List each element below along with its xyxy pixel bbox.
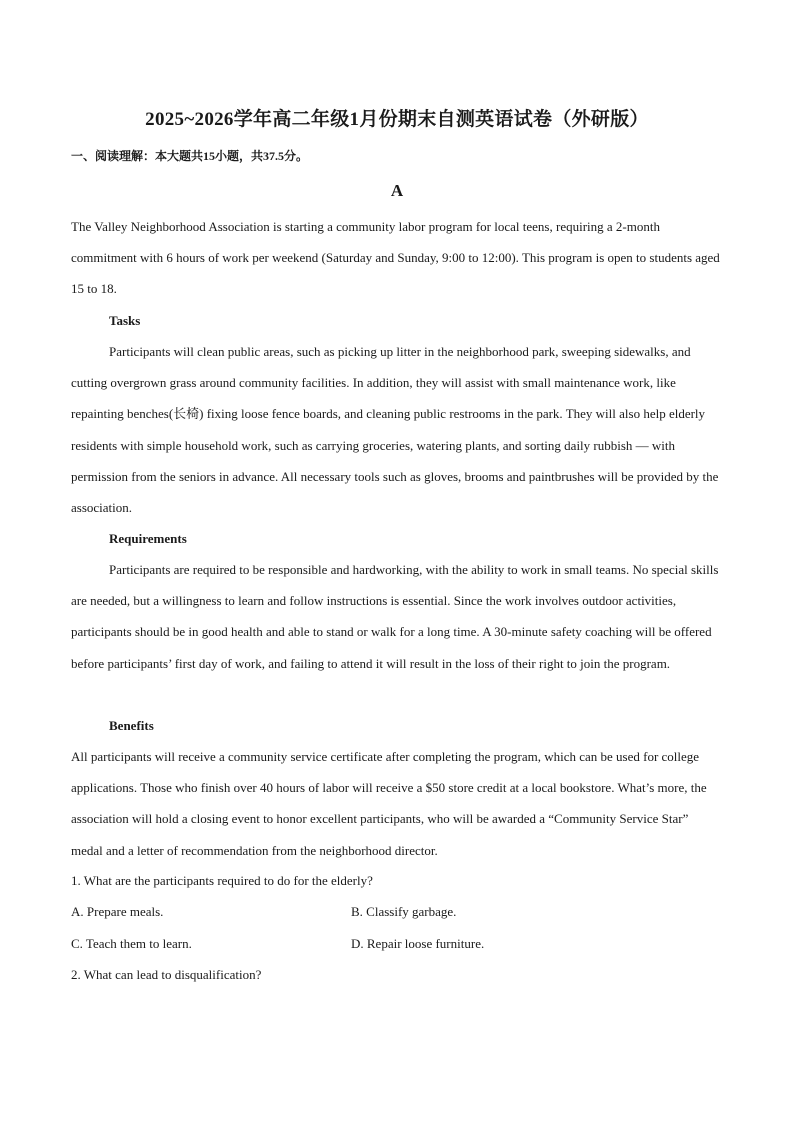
question-2-stem: 2. What can lead to disqualification? — [71, 967, 262, 982]
passage-label: A — [390, 181, 404, 200]
tasks-paragraph: Participants will clean public areas, such as picking up litter in the neighborhood park, sweeping sidewalks, and cutting overgrown grass around community facilities. In addition, they will assist with small maintenance work, like repainting benches(长椅) fixing loose fence boards, and cleaning public restrooms in the park. They will also help elderly residents with simple household work, such as carrying groceries, watering plants, and sorting daily rubbish — with permission from the seniors in advance. All necessary tools such as gloves, brooms and paintbrushes will be provided by the association. — [71, 344, 719, 516]
question-1-option-b: B. Classify garbage. — [351, 904, 457, 919]
passage-intro: The Valley Neighborhood Association is starting a community labor program for local teens, requiring a 2-month commitment with 6 hours of work per weekend (Saturday and Sunday, 9:00 to 12:00). This program is open to students aged 15 to 18. — [71, 219, 720, 297]
section-heading: 一、阅读理解：本大题共15小题，共37.5分。 — [71, 149, 309, 163]
requirements-paragraph: Participants are required to be responsible and hardworking, with the ability to work in small teams. No special skills are needed, but a willingness to learn and follow instructions is essential. Since the work involves outdoor activities, participants should be in good health and able to stand or walk for a long time. A 30-minute safety coaching will be offered before participants’ first day of work, and failing to attend it will result in the loss of their right to join the program. — [71, 562, 719, 671]
question-1-option-a: A. Prepare meals. — [71, 904, 164, 919]
question-1-option-d: D. Repair loose furniture. — [351, 936, 485, 951]
exam-title: 2025~2026学年高二年级1月份期末自测英语试卷（外研版） — [145, 109, 649, 130]
benefits-paragraph: All participants will receive a community service certificate after completing the program, which can be used for college applications. Those who finish over 40 hours of labor will receive a $50 store credit at a local bookstore. What’s more, the association will hold a closing event to honor excellent participants, who will be awarded a “Community Service Star” medal and a letter of recommendation from the neighborhood director. — [71, 749, 707, 858]
tasks-heading: Tasks — [109, 313, 141, 328]
requirements-heading: Requirements — [109, 531, 187, 546]
benefits-heading: Benefits — [109, 718, 154, 733]
question-1-option-c: C. Teach them to learn. — [71, 936, 192, 951]
question-1-stem: 1. What are the participants required to do for the elderly? — [71, 873, 373, 888]
